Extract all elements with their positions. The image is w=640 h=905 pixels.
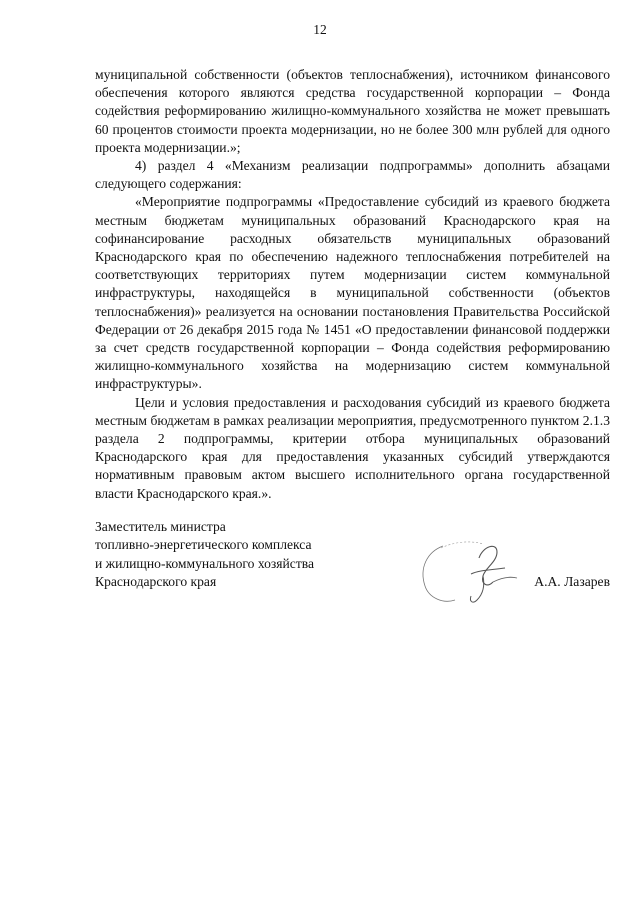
paragraph-continuation: муниципальной собственности (объектов теплоснабжения), источником финансового обеспечения которого являются средства государственной корпорации – Фонда содействия реформированию жилищно-коммунального хозяйства не может превышать 60 процентов стоимости проекта модернизации, но не более 300 млн рублей для одного проекта модернизации.»; [95, 67, 610, 155]
signatory-title [95, 518, 395, 592]
signatory-title-line: и жилищно-коммунального хозяйства [95, 555, 315, 571]
signatory-title-line: Заместитель министра [95, 519, 226, 534]
document-body [95, 66, 610, 503]
paragraph-item-4: 4) раздел 4 «Механизм реализации подпрограммы» дополнить абзацами следующего содержания: [95, 158, 610, 192]
handwritten-signature [413, 528, 523, 608]
paragraph-subsidy-conditions: Цели и условия предоставления и расходования субсидий из краевого бюджета местным бюджетам в рамках реализации мероприятия, предусмотренного пунктом 2.1.3 раздела 2 подпрограммы, критерии отбора муниципальных образований Краснодарского края для предоставления указанных субсидий утверждаются нормативным правовым актом высшего исполнительного органа государственной власти Краснодарского края.». [95, 394, 610, 501]
signature-block [95, 518, 610, 608]
paragraph-quoted-measure: «Мероприятие подпрограммы «Предоставление субсидий из краевого бюджета местным бюджетам муниципальных образований Краснодарского края на софинансирование расходных обязательств муниципальных образований Краснодарского края по обеспечению надежного теплоснабжения потребителей на соответствующих территориях путем модернизации систем коммунальной инфраструктуры, находящейся в муниципальной собственности (объектов теплоснабжения)» реализуется на основании постановления Правительства Российской Федерации от 26 декабря 2015 года № 1451 «О предоставлении финансовой поддержки за счет средств государственной корпорации – Фонда содействия реформированию жилищно-коммунального хозяйства на модернизацию систем коммунальной инфраструктуры». [95, 194, 610, 392]
signatory-title-line: топливно-энергетического комплекса [95, 537, 312, 553]
signatory-title-line: Краснодарского края [95, 574, 217, 590]
signatory-name: А.А. Лазарев [534, 574, 610, 589]
page-number: 12 [313, 22, 327, 37]
